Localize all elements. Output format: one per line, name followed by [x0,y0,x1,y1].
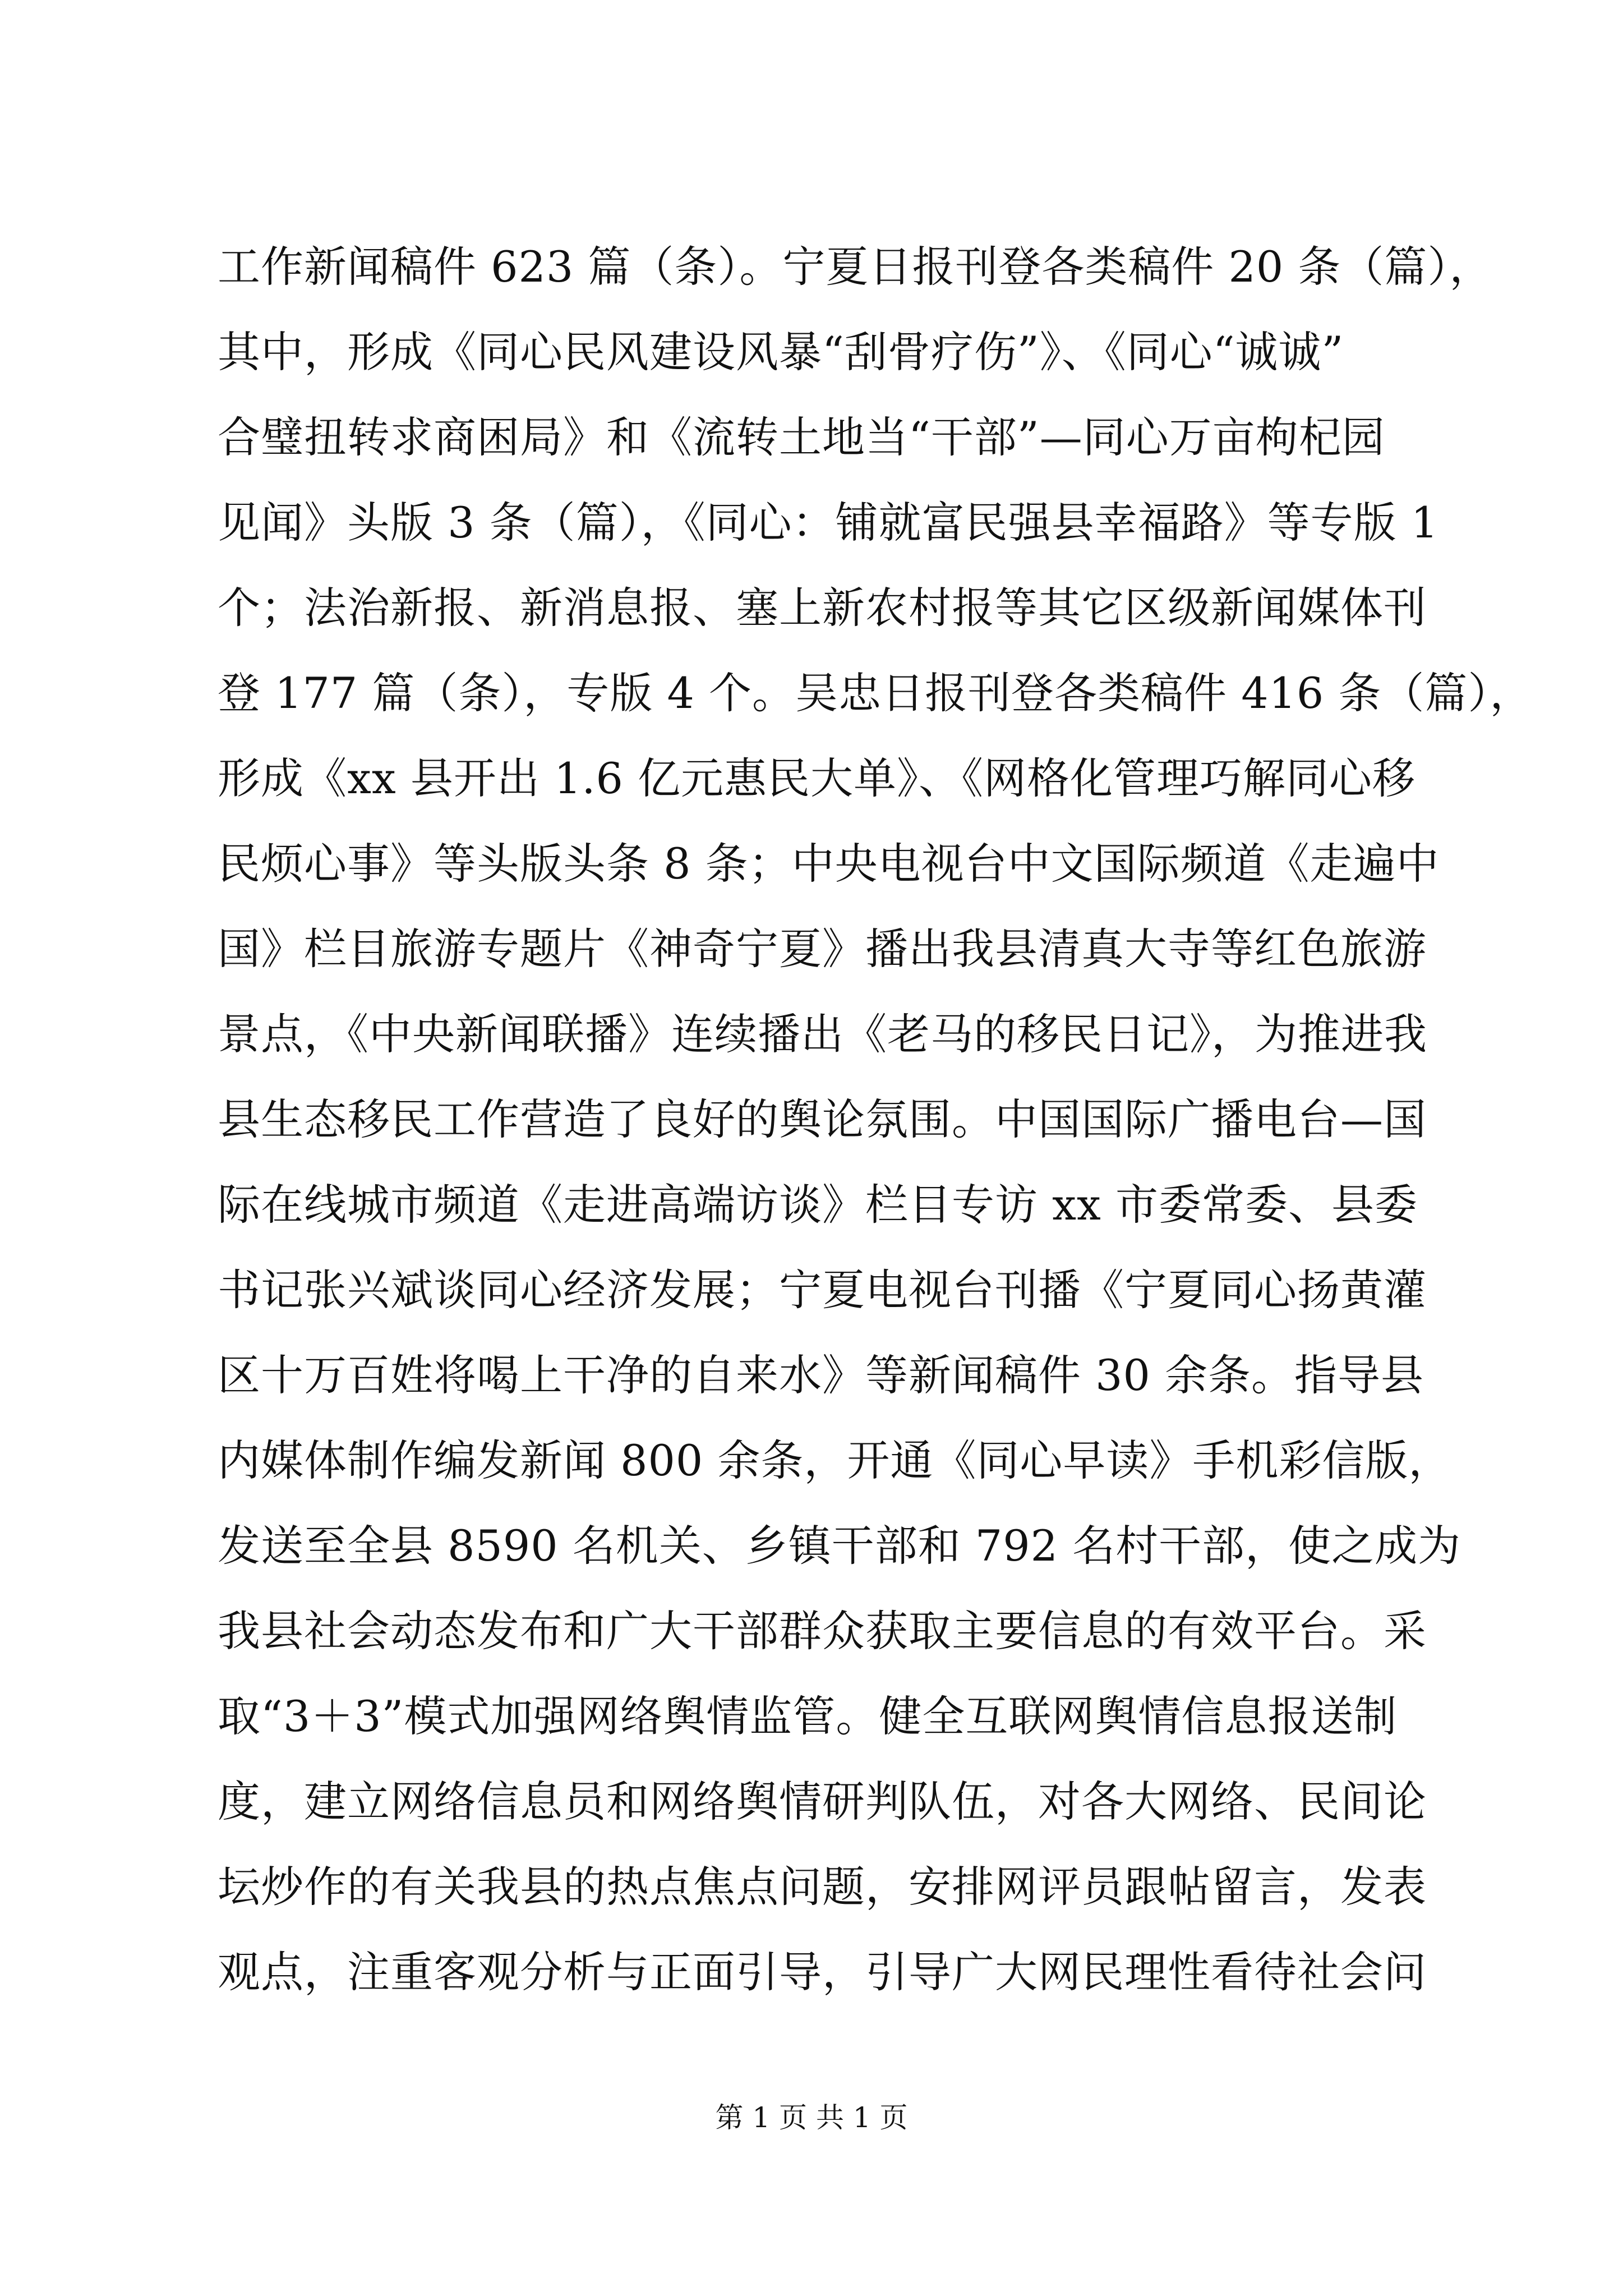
text-line: 景点，《中央新闻联播》连续播出《老马的移民日记》，为推进我 [218,1009,1427,1059]
text-line: 形成《xx 县开出 1.6 亿元惠民大单》、《网格化管理巧解同心移 [218,753,1416,803]
text-line: 度，建立网络信息员和网络舆情研判队伍，对各大网络、民间论 [218,1777,1427,1826]
text-line: 工作新闻稿件 623 篇（条）。宁夏日报刊登各类稿件 20 条（篇）， [218,242,1493,292]
text-line: 发送至全县 8590 名机关、乡镇干部和 792 名村干部，使之成为 [218,1521,1461,1571]
text-line: 书记张兴斌谈同心经济发展；宁夏电视台刊播《宁夏同心扬黄灌 [218,1265,1427,1315]
text-line: 合璧扭转求商困局》和《流转土地当“干部”—同心万亩枸杞园 [218,412,1385,462]
page-footer: 第 1 页 共 1 页 [715,2101,908,2134]
text-line: 区十万百姓将喝上干净的自来水》等新闻稿件 30 余条。指导县 [218,1350,1424,1400]
text-line: 民烦心事》等头版头条 8 条；中央电视台中文国际频道《走遍中 [218,839,1440,889]
text-line: 县生态移民工作营造了良好的舆论氛围。中国国际广播电台—国 [218,1094,1427,1144]
text-line: 坛炒作的有关我县的热点焦点问题，安排网评员跟帖留言，发表 [218,1862,1427,1912]
text-line: 取“3＋3”模式加强网络舆情监管。健全互联网舆情信息报送制 [218,1691,1398,1741]
text-line: 观点，注重客观分析与正面引导，引导广大网民理性看待社会问 [218,1947,1427,1997]
text-line: 见闻》头版 3 条（篇），《同心：铺就富民强县幸福路》等专版 1 [218,498,1439,547]
text-line: 际在线城市频道《走进高端访谈》栏目专访 xx 市委常委、县委 [218,1180,1418,1230]
body-text [218,224,1533,2015]
text-line: 内媒体制作编发新闻 800 余条，开通《同心早读》手机彩信版， [218,1435,1452,1485]
text-line: 其中，形成《同心民风建设风暴“刮骨疗伤”》、《同心“诚诚” [218,327,1344,377]
text-line: 我县社会动态发布和广大干部群众获取主要信息的有效平台。采 [218,1606,1427,1656]
text-line: 登 177 篇（条），专版 4 个。吴忠日报刊登各类稿件 416 条（篇）， [218,668,1533,718]
text-line: 个；法治新报、新消息报、塞上新农村报等其它区级新闻媒体刊 [218,583,1427,633]
text-line: 国》栏目旅游专题片《神奇宁夏》播出我县清真大寺等红色旅游 [218,924,1427,974]
